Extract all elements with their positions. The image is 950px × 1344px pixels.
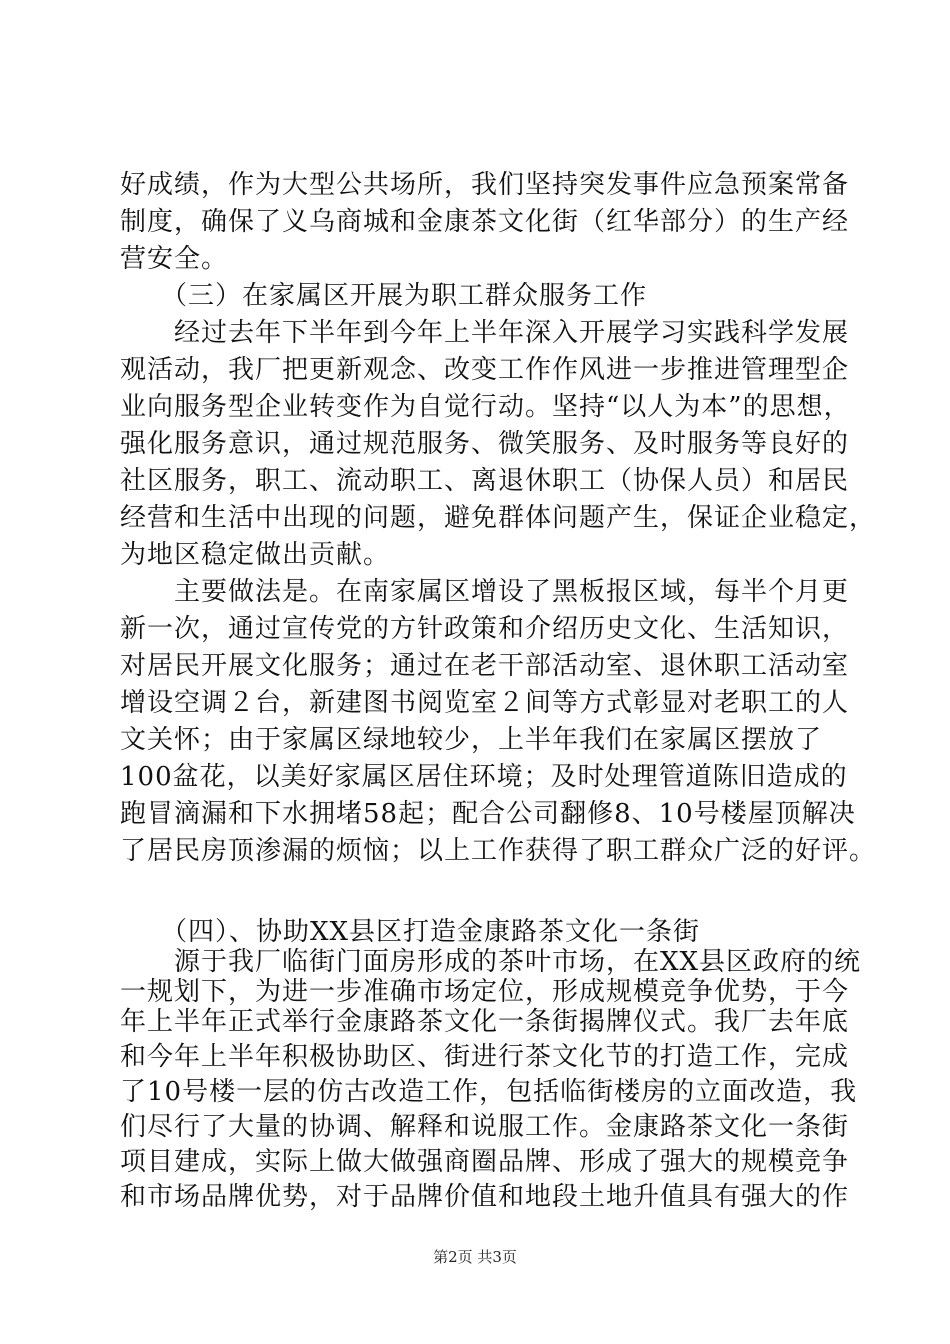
text-line: 经过去年下半年到今年上半年深入开展学习实践科学发展 [120,318,850,348]
text-line: 强化服务意识，通过规范服务、微笑服务、及时服务等良好的 [120,429,850,459]
text-line: 了居民房顶渗漏的烦恼；以上工作获得了职工群众广泛的好评。 [120,836,877,866]
text-line: 了10号楼一层的仿古改造工作，包括临街楼房的立面改造，我 [120,1077,858,1107]
text-line: 一规划下，为进一步准确市场定位，形成规模竞争优势，于今 [120,977,850,1007]
text-line: 年上半年正式举行金康路茶文化一条街揭牌仪式。我厂去年底 [120,1007,850,1037]
text-line: 业向服务型企业转变作为自觉行动。坚持“以人为本”的思想， [120,392,851,422]
text-line: 跑冒滴漏和下水拥堵58起；配合公司翻修8、10号楼屋顶解决 [120,799,856,829]
text-line: 为地区稳定做出贡献。 [120,540,391,570]
text-line: 经营和生活中出现的问题，避免群体问题产生，保证企业稳定， [120,503,877,533]
text-line: 源于我厂临街门面房形成的茶叶市场，在XX县区政府的统 [120,947,862,977]
text-line: 社区服务，职工、流动职工、离退休职工（协保人员）和居民 [120,466,850,496]
text-line: 对居民开展文化服务；通过在老干部活动室、退休职工活动室 [120,651,850,681]
page-footer: 第2页 共3页 [433,1248,517,1266]
text-line: 文关怀；由于家属区绿地较少，上半年我们在家属区摆放了 [120,725,823,755]
text-line: 增设空调２台，新建图书阅览室２间等方式彰显对老职工的人 [120,688,850,718]
text-line: 100盆花，以美好家属区居住环境；及时处理管道陈旧造成的 [120,762,848,792]
text-line: 制度，确保了义乌商城和金康茶文化街（红华部分）的生产经 [120,207,850,237]
section-heading: （四）、协助XX县区打造金康路茶文化一条街 [120,917,701,947]
text-line: 好成绩，作为大型公共场所，我们坚持突发事件应急预案常备 [120,170,850,200]
text-line: 项目建成，实际上做大做强商圈品牌、形成了强大的规模竞争 [120,1147,850,1177]
text-line: 和市场品牌优势，对于品牌价值和地段土地升值具有强大的作 [120,1182,850,1212]
text-line: 和今年上半年积极协助区、街进行茶文化节的打造工作，完成 [120,1042,850,1072]
text-line: 营安全。 [120,244,229,274]
text-line: 们尽行了大量的协调、解释和说服工作。金康路茶文化一条街 [120,1112,850,1142]
section-heading: （三）在家属区开展为职工群众服务工作 [120,281,648,311]
text-line: 新一次，通过宣传党的方针政策和介绍历史文化、生活知识， [120,614,850,644]
text-line: 主要做法是。在南家属区增设了黑板报区域，每半个月更 [120,577,850,607]
text-line: 观活动，我厂把更新观念、改变工作作风进一步推进管理型企 [120,355,850,385]
